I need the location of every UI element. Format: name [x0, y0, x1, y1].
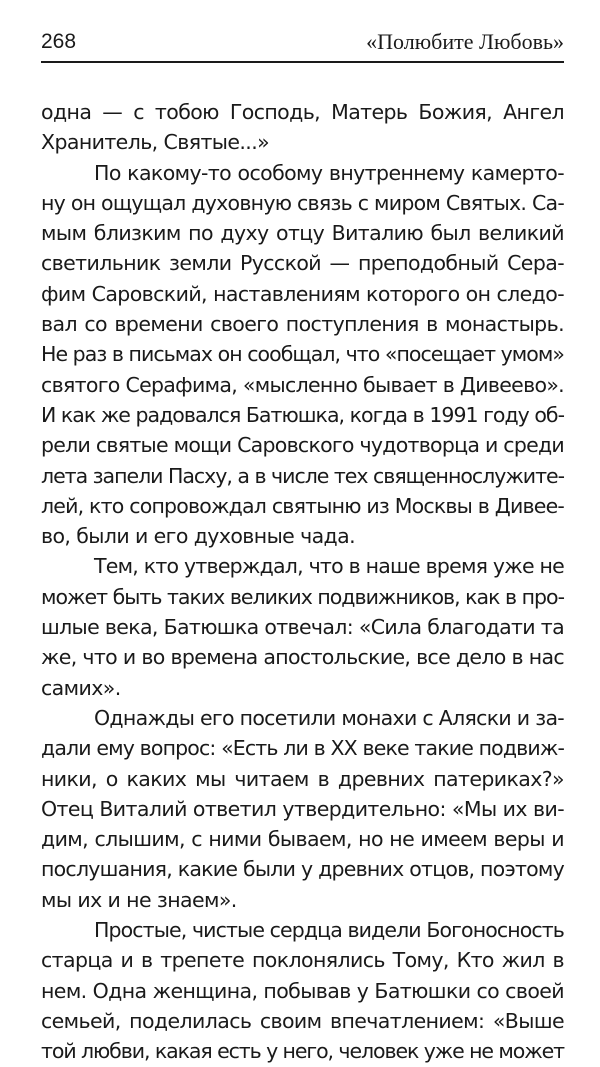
text-line: вал со времени своего поступления в монастырь.	[41, 312, 564, 337]
text-line: лей, кто сопровождал святыню из Москвы в Дивее-	[41, 493, 564, 518]
text-line: послушания, какие были у древних отцов, поэтому	[41, 857, 564, 882]
text-line: ну он ощущал духовную связь с миром Святых. Са-	[41, 190, 564, 215]
text-line: шлые века, Батюшка отвечал: «Сила благодати та	[41, 615, 564, 640]
text-line: может быть таких великих подвижников, как в про-	[41, 584, 564, 609]
text-line: святого Серафима, «мысленно бывает в Дивеево».	[41, 372, 564, 397]
text-line: дим, слышим, с ними бываем, но не имеем веры и	[41, 827, 564, 852]
text-line: семьей, поделилась своим впечатлением: «Выше	[41, 1008, 564, 1033]
text-line: мы их и не знаем».	[41, 887, 237, 912]
text-line: Не раз в письмах он сообщал, что «посещает умом»	[41, 342, 564, 367]
running-head	[41, 27, 564, 57]
text-line: фим Саровский, наставлениям которого он следо-	[41, 281, 564, 306]
text-line: одна — с тобою Господь, Матерь Божия, Ангел	[41, 100, 564, 124]
header-rule	[41, 61, 564, 63]
text-line: дали ему вопрос: «Есть ли в XX веке такие подвиж-	[41, 736, 564, 761]
text-line: мым близким по духу отцу Виталию был великий	[41, 221, 564, 246]
page-number: 268	[41, 30, 77, 53]
text-line: нем. Одна женщина, побывав у Батюшки со своей	[41, 978, 564, 1003]
text-line: рели святые мощи Саровского чудотворца и среди	[41, 433, 564, 458]
text-line: во, были и его духовные чада.	[41, 524, 356, 549]
running-title: «Полюбите Любовь»	[366, 29, 564, 54]
text-line: Простые, чистые сердца видели Богоносность	[94, 918, 564, 943]
text-line: ники, о каких мы читаем в древних патериках?»	[41, 766, 564, 791]
text-line: Отец Виталий ответил утвердительно: «Мы их ви-	[41, 796, 564, 821]
text-line: Однажды его посетили монахи с Аляски и за-	[94, 705, 564, 730]
text-line: светильник земли Русской — преподобный Сера-	[41, 251, 564, 276]
text-line: Хранитель, Святые...»	[41, 130, 270, 155]
text-line: Тем, кто утверждал, что в наше время уже не	[94, 554, 564, 579]
text-line: же, что и во времена апостольские, все дело в нас	[41, 645, 564, 670]
text-line: старца и в трепете поклонялись Тому, Кто жил в	[41, 948, 564, 973]
text-line: той любви, какая есть у него, человек уже не может	[41, 1039, 564, 1064]
text-line: лета запели Пасху, а в числе тех священнослужите-	[41, 463, 564, 488]
text-line: И как же радовался Батюшка, когда в 1991 году об-	[41, 402, 564, 427]
body-text	[41, 97, 564, 1067]
text-line: самих».	[41, 675, 121, 700]
text-line: По какому-то особому внутреннему камерто-	[94, 160, 564, 185]
